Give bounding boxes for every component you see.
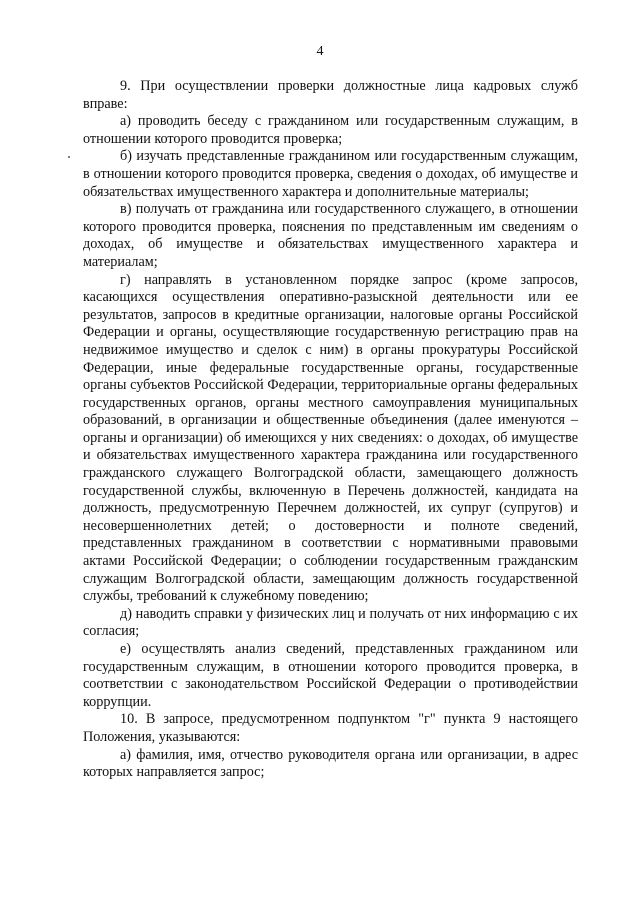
paragraph-9: 9. При осуществлении проверки должностные лица кадровых служб вправе: bbox=[83, 78, 578, 112]
paragraph-9v: в) получать от гражданина или государственного служащего, в отношении которого проводится проверка, пояснения по представленным им сведениям о доходах, об имуществе и обязательствах имущественного характера и материалам; bbox=[83, 201, 578, 270]
scan-speck bbox=[68, 156, 70, 158]
paragraph-9b: б) изучать представленные гражданином или государственным служащим, в отношении которого проводится проверка, сведения о доходах, об имуществе и обязательствах имущественного характера и дополнительные материалы; bbox=[83, 148, 578, 200]
paragraph-9e: е) осуществлять анализ сведений, представленных гражданином или государственным служащим, в отношении которого проводится проверка, в соответствии с законодательством Российской Федерации о противодействии коррупции. bbox=[83, 641, 578, 710]
paragraph-9g: г) направлять в установленном порядке запрос (кроме запросов, касающихся осуществления оперативно-разыскной деятельности или ее результатов, запросов в кредитные организации, налоговые органы Российской Федерации и органы, осуществляющие государственную регистрацию прав на недвижимое имущество и сделок с ним) в органы прокуратуры Российской Федерации, иные федеральные государственные органы, государственные органы субъектов Российской Федерации, территориальные органы федеральных государственных органов, органы местного самоуправления муниципальных образований, в организации и общественные объединения (далее именуются – органы и организации) об имеющихся у них сведениях: о доходах, об имуществе и обязательствах имущественного характера гражданина или государственного гражданского служащего Волгоградской области, замещающего должность государственной службы, включенную в Перечень должностей, кандидата на должность, предусмотренную Перечнем должностей, их супруг (супругов) и несовершеннолетних детей; о достоверности и полноте сведений, представленных гражданином в соответствии с нормативными правовыми актами Российской Федерации; о соблюдении государственным гражданским служащим Волгоградской области, замещающим должность государственной службы, требований к служебному поведению; bbox=[83, 271, 578, 605]
paragraph-9a: а) проводить беседу с гражданином или государственным служащим, в отношении которого проводится проверка; bbox=[83, 113, 578, 147]
page-number: 4 bbox=[316, 44, 324, 59]
document-body bbox=[83, 78, 578, 782]
paragraph-10: 10. В запросе, предусмотренном подпунктом "г" пункта 9 настоящего Положения, указываются: bbox=[83, 711, 578, 745]
paragraph-9d: д) наводить справки у физических лиц и получать от них информацию с их согласия; bbox=[83, 605, 578, 640]
paragraph-10a: а) фамилия, имя, отчество руководителя органа или организации, в адрес которых направляется запрос; bbox=[83, 746, 578, 781]
